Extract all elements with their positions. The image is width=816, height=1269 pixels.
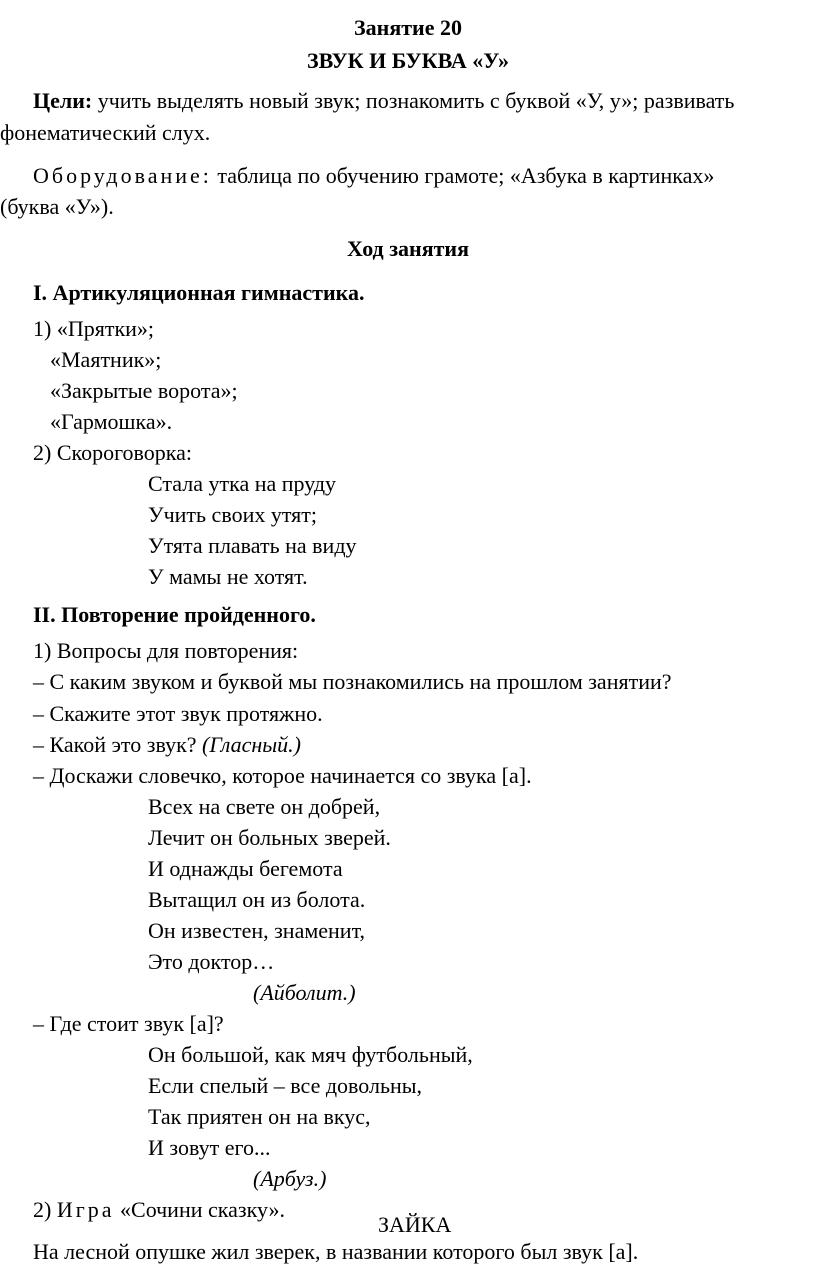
verse-line: И однажды бегемота (148, 856, 343, 881)
game-line (33, 1199, 285, 1221)
verse-line: Он большой, как мяч футбольный, (148, 1042, 473, 1067)
lesson-topic-title: ЗВУК И БУКВА «У» (306, 48, 510, 73)
verse-line: Это доктор… (148, 949, 275, 974)
question-text: – Какой это звук? (33, 732, 197, 757)
equipment-text: таблица по обучению грамоте; «Азбука в картинках» (217, 163, 715, 188)
verse-line: У мамы не хотят. (148, 564, 308, 589)
riddle-answer: (Айболит.) (253, 980, 356, 1005)
goals-label: Цели: (33, 88, 93, 113)
questions-label: 1) Вопросы для повторения: (33, 638, 299, 663)
section2-heading: II. Повторение пройденного. (33, 602, 316, 627)
verse-line: Он известен, знаменит, (148, 918, 366, 943)
equipment-paragraph (33, 165, 714, 187)
riddle-answer: (Арбуз.) (253, 1166, 327, 1191)
question-answer: (Гласный.) (202, 732, 301, 757)
exercise-item: 1) «Прятки»; (33, 316, 155, 341)
verse-line: Если спелый – все довольны, (148, 1073, 423, 1098)
question-line: – Доскажи словечко, которое начинается со звука [а]. (33, 763, 532, 788)
course-heading: Ход занятия (346, 236, 469, 261)
verse-line: Учить своих утят; (148, 502, 318, 527)
question-line: – С каким звуком и буквой мы познакомились на прошлом занятии? (33, 669, 672, 694)
question-line (33, 734, 301, 756)
question-line: – Где стоит звук [а]? (33, 1011, 224, 1036)
story-line: На лесной опушке жил зверек, в названии которого был звук [а]. (33, 1239, 639, 1264)
game-label: Игра (56, 1197, 115, 1222)
goals-paragraph (33, 90, 734, 112)
exercise-item: «Маятник»; (50, 347, 162, 372)
game-title: «Сочини сказку». (120, 1197, 286, 1222)
tongue-twister-label: 2) Скороговорка: (33, 440, 193, 465)
verse-line: И зовут его... (148, 1135, 271, 1160)
exercise-item: «Закрытые ворота»; (50, 378, 238, 403)
verse-line: Всех на свете он добрей, (148, 794, 381, 819)
verse-line: Так приятен он на вкус, (148, 1104, 371, 1129)
verse-line: Стала утка на пруду (148, 471, 337, 496)
goals-text-continued: фонематический слух. (0, 120, 211, 145)
story-title: ЗАЙКА (378, 1212, 452, 1237)
question-line: – Скажите этот звук протяжно. (33, 701, 323, 726)
equipment-label: Оборудование: (33, 163, 212, 188)
exercise-item: «Гармошка». (50, 409, 173, 434)
section1-heading: I. Артикуляционная гимнастика. (33, 280, 365, 305)
verse-line: Лечит он больных зверей. (148, 825, 391, 850)
lesson-number-title: Занятие 20 (354, 15, 462, 40)
equipment-text-continued: (буква «У»). (0, 194, 114, 219)
game-prefix: 2) (33, 1197, 57, 1222)
goals-text: учить выделять новый звук; познакомить с буквой «У, у»; развивать (97, 88, 735, 113)
verse-line: Утята плавать на виду (148, 533, 357, 558)
verse-line: Вытащил он из болота. (148, 887, 366, 912)
